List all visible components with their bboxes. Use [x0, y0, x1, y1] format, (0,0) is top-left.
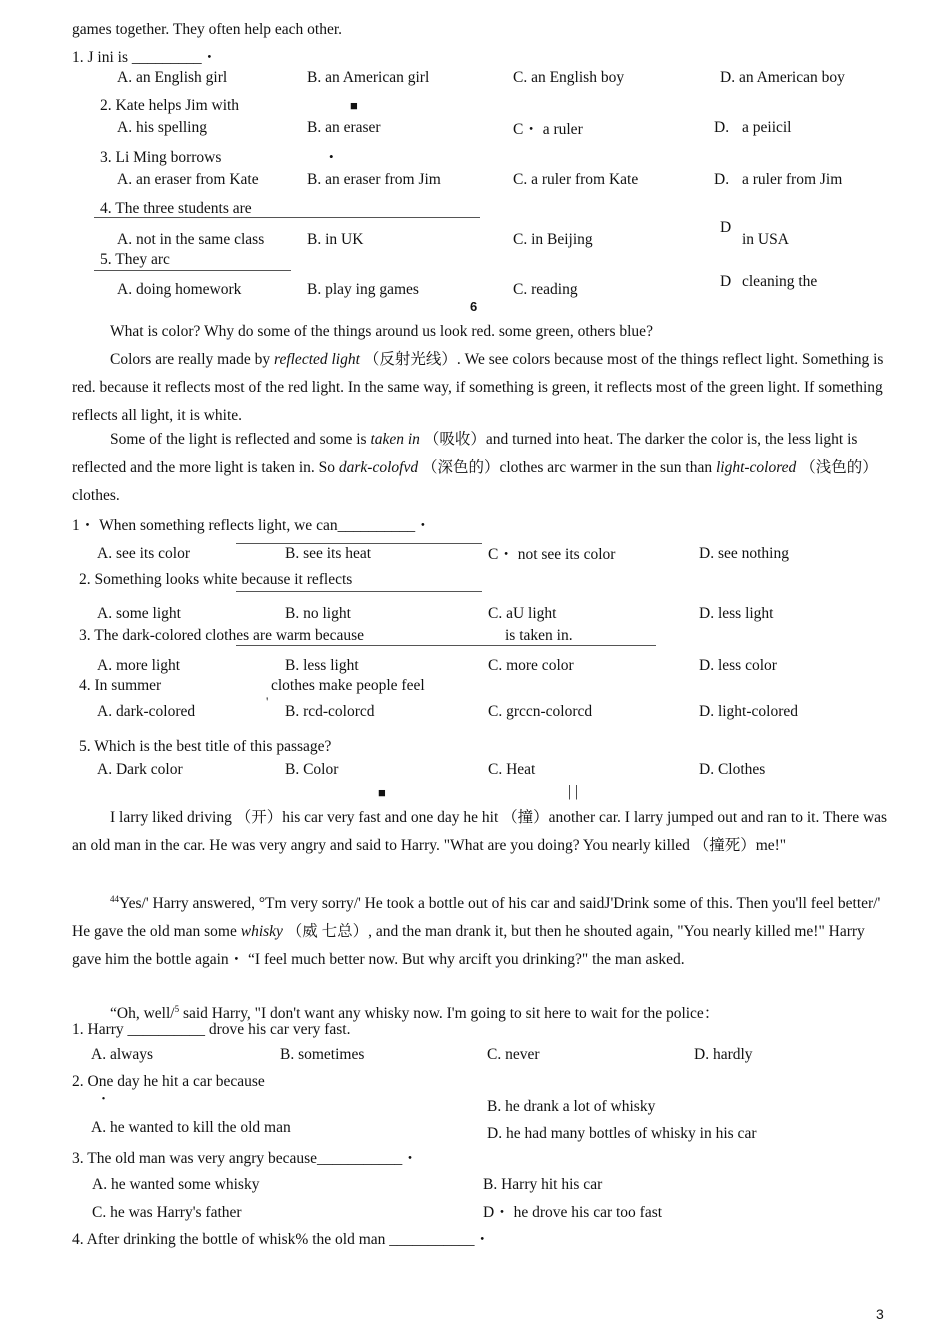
- q2-5-question: 5. Which is the best title of this passage?: [79, 738, 332, 755]
- q2-3-option-d: D. less color: [699, 657, 777, 674]
- q1-3-question: 3. Li Ming borrows: [100, 149, 222, 166]
- q2-3-option-b: B. less light: [285, 657, 359, 674]
- q2-3-question: 3. The dark-colored clothes are warm because: [79, 627, 365, 644]
- q1-1-option-a: A. an English girl: [117, 69, 228, 86]
- q2-4-question-tail: clothes make people feel: [271, 677, 425, 694]
- q1-3-option-c: C. a ruler from Kate: [513, 171, 639, 188]
- q1-2-option-a: A. his spelling: [117, 119, 207, 136]
- q2-4-option-c: C. grccn-colorcd: [488, 703, 593, 720]
- q3-1-option-b: B. sometimes: [280, 1046, 365, 1063]
- q1-4-question: 4. The three students are: [100, 200, 252, 217]
- q3-2-option-d: D. he had many bottles of whisky in his car: [487, 1125, 757, 1142]
- q2-5-option-c: C. Heat: [488, 761, 536, 778]
- q3-2-question: 2. One day he hit a car because: [72, 1073, 265, 1090]
- q1-5-option-a: A. doing homework: [117, 281, 242, 298]
- dot-mark: ・: [97, 1091, 111, 1106]
- q2-3-question-tail: is taken in.: [505, 627, 573, 644]
- q1-4-option-d-text: in USA: [742, 231, 789, 248]
- q3-3-option-c: C. he was Harry's father: [92, 1204, 242, 1221]
- q2-4-option-b: B. rcd-colorcd: [285, 703, 375, 720]
- q2-5-option-a: A. Dark color: [97, 761, 183, 778]
- q1-2-option-d-letter: D.: [714, 119, 730, 136]
- q2-4-question: 4. In summer: [79, 677, 162, 694]
- q2-2-option-c: C. aU light: [488, 605, 557, 622]
- q3-1-option-d: D. hardly: [694, 1046, 753, 1063]
- q2-5-option-d: D. Clothes: [699, 761, 766, 778]
- square-mark: ■: [378, 785, 386, 800]
- q1-5-option-b: B. play ing games: [307, 281, 419, 298]
- bars-mark: | |: [568, 783, 579, 800]
- q2-1-option-a: A. see its color: [97, 545, 190, 562]
- q2-3-option-a: A. more light: [97, 657, 181, 674]
- q3-1-question: 1. Harry __________ drove his car very fast.: [72, 1021, 351, 1038]
- q2-3-option-c: C. more color: [488, 657, 574, 674]
- q2-1-option-b: B. see its heat: [285, 545, 372, 562]
- answer-underline: [94, 270, 291, 271]
- q1-1-question: 1. J ini is _________・: [72, 49, 218, 66]
- q3-2-option-a: A. he wanted to kill the old man: [91, 1119, 291, 1136]
- q3-3-question: 3. The old man was very angry because___________・: [72, 1150, 418, 1167]
- q2-1-option-d: D. see nothing: [699, 545, 789, 562]
- q3-3-option-a: A. he wanted some whisky: [92, 1176, 260, 1193]
- passage2-paragraph1: What is color? Why do some of the things around us look red. some green, others blue?: [110, 323, 653, 340]
- q2-5-option-b: B. Color: [285, 761, 339, 778]
- q1-5-option-c: C. reading: [513, 281, 578, 298]
- passage2-paragraph3: Some of the light is reflected and some is taken in （吸收）and turned into heat. The darker the color is, the less light is reflected and the more light is taken in. So dark-colofvd （深色的）clothes arc warmer in the sun than light-colored （浅色的）clothes.: [72, 431, 878, 504]
- q1-4-option-c: C. in Beijing: [513, 231, 593, 248]
- page-number: 3: [876, 1306, 884, 1322]
- q1-3-option-a: A. an eraser from Kate: [117, 171, 259, 188]
- q1-1-option-d: D. an American boy: [720, 69, 845, 86]
- section-number: 6: [470, 299, 478, 314]
- passage2-paragraph2: Colors are really made by reflected light （反射光线）. We see colors because most of the things reflect light. Something is red. because it reflects most of the red light. In the same way, if something is green, it reflects most of the green light. If something reflects all light, it is white.: [72, 351, 884, 424]
- q1-4-option-d-letter: D: [720, 219, 732, 236]
- q3-1-option-c: C. never: [487, 1046, 540, 1063]
- square-mark: ■: [350, 98, 358, 113]
- q2-1-question: 1・ When something reflects light, we can__________・: [72, 517, 431, 534]
- q1-2-option-c: C・ a ruler: [513, 121, 583, 138]
- answer-underline: [236, 645, 656, 646]
- q2-4-option-a: A. dark-colored: [97, 703, 196, 720]
- passage3-paragraph1: I larry liked driving （开）his car very fast and one day he hit （撞）another car. I larry jumped out and ran to it. There was an old man in the car. He was very angry and said to Harry. "What are you doing? You nearly killed （撞死）me!": [72, 809, 888, 854]
- q1-2-question: 2. Kate helps Jim with: [100, 97, 240, 114]
- dot-mark: •: [329, 149, 334, 164]
- answer-underline: [236, 591, 482, 592]
- q1-2-option-d-text: a peiicil: [742, 119, 792, 136]
- q2-4-option-d: D. light-colored: [699, 703, 799, 720]
- q2-2-option-d: D. less light: [699, 605, 774, 622]
- q3-4-question: 4. After drinking the bottle of whisk% the old man ___________・: [72, 1231, 491, 1248]
- q1-4-option-b: B. in UK: [307, 231, 364, 248]
- q1-5-option-d-text: cleaning the: [742, 273, 818, 290]
- q1-5-option-d-letter: D: [720, 273, 732, 290]
- q3-3-option-d: D・ he drove his car too fast: [483, 1204, 663, 1221]
- q3-1-option-a: A. always: [91, 1046, 153, 1063]
- tick-mark: ': [266, 694, 269, 709]
- q2-2-question: 2. Something looks white because it reflects: [79, 571, 353, 588]
- q1-3-option-d-letter: D.: [714, 171, 730, 188]
- q2-2-option-a: A. some light: [97, 605, 181, 622]
- passage3-paragraph2: $^{44}$Yes/' Harry answered, °Tm very sorry/' He took a bottle out of his car and saidJ'Drink some of this. Then you'll feel better/' He gave the old man some whisky （威 七总）, and the man drank it, but then he shouted again, "You nearly killed me!" Harry gave him the bottle again・ “I feel much better now. But why arcift you drinking?" the man asked.: [72, 894, 881, 969]
- q1-3-option-d-text: a ruler from Jim: [742, 171, 843, 188]
- continuation-line: games together. They often help each other.: [72, 21, 343, 38]
- q1-4-option-a: A. not in the same class: [117, 231, 265, 248]
- q1-3-option-b: B. an eraser from Jim: [307, 171, 441, 188]
- q1-2-option-b: B. an eraser: [307, 119, 381, 136]
- q2-2-option-b: B. no light: [285, 605, 351, 622]
- q1-1-option-c: C. an English boy: [513, 69, 625, 86]
- q1-1-option-b: B. an American girl: [307, 69, 430, 86]
- passage3-paragraph3: “Oh, well/$^5$ said Harry, "I don't want any whisky now. I'm going to sit here to wait for the police：: [110, 1004, 720, 1023]
- q3-3-option-b: B. Harry hit his car: [483, 1176, 603, 1193]
- q3-2-option-b: B. he drank a lot of whisky: [487, 1098, 656, 1115]
- q1-5-question: 5. They arc: [100, 251, 170, 268]
- answer-underline: [94, 217, 480, 218]
- q2-1-option-c: C・ not see its color: [488, 546, 616, 563]
- answer-underline: [236, 543, 482, 544]
